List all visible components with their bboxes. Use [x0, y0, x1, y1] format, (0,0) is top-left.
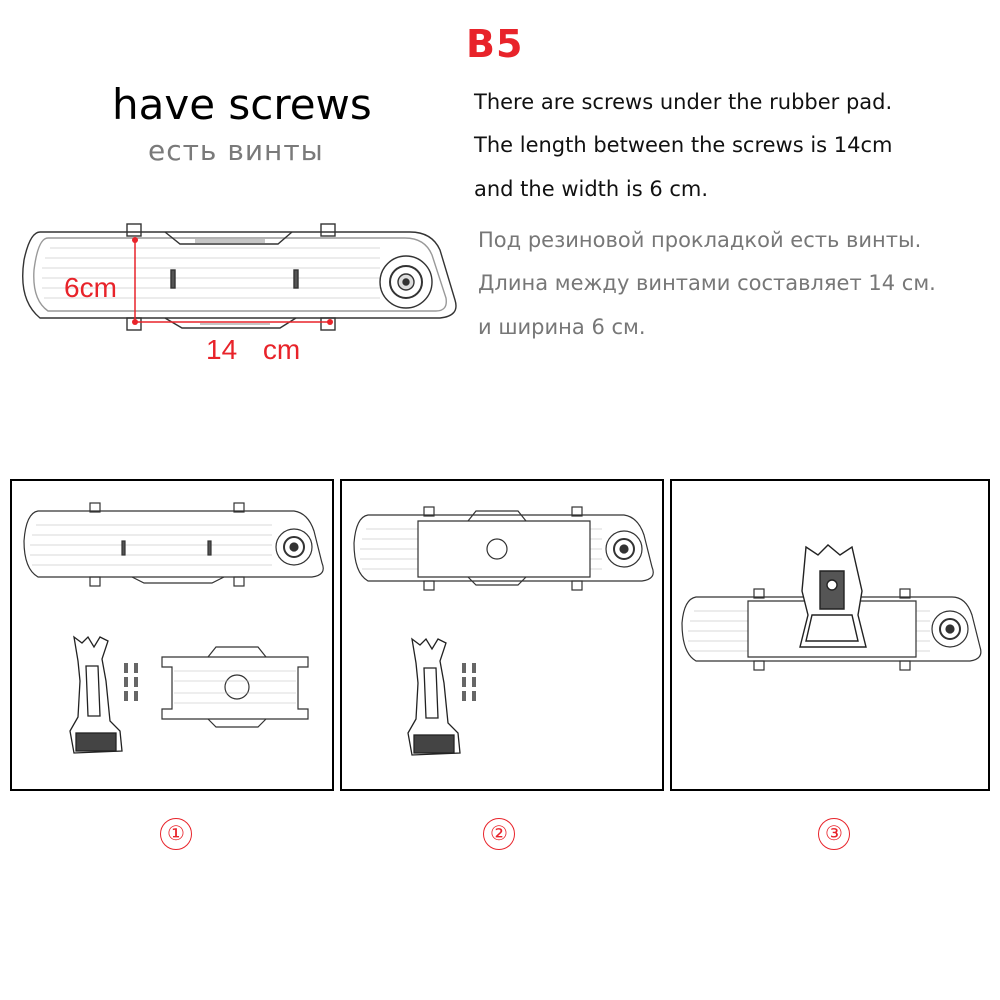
mount-bracket-icon — [800, 545, 866, 647]
section-title: have screws — [112, 80, 372, 129]
step-panel-3 — [670, 479, 990, 791]
dimension-height-label: 6cm — [64, 272, 117, 303]
step-panel-2 — [340, 479, 664, 791]
mount-bracket-icon — [70, 637, 122, 753]
mount-bracket-icon — [408, 639, 460, 755]
description-en-line-1: There are screws under the rubber pad. — [474, 90, 893, 114]
step-number-3: ③ — [818, 818, 850, 850]
screws-icon — [462, 663, 476, 701]
step-panel-1 — [10, 479, 334, 791]
screws-icon — [124, 663, 138, 701]
description-en-line-3: and the width is 6 cm. — [474, 177, 709, 201]
description-en-line-2: The length between the screws is 14cm — [474, 133, 893, 157]
step-number-1: ① — [160, 818, 192, 850]
mirror-device-icon — [12, 481, 336, 793]
mount-plate-icon — [162, 647, 308, 727]
description-ru-line-2: Длина между винтами составляет 14 см. — [478, 271, 936, 295]
dimension-length-label: 14 cm — [206, 334, 301, 365]
description-ru-line-1: Под резиновой прокладкой есть винты. — [478, 228, 922, 252]
model-code: B5 — [466, 22, 524, 66]
section-title-ru: есть винты — [148, 134, 324, 167]
mirror-device-icon — [672, 481, 992, 793]
description-ru-line-3: и ширина 6 см. — [478, 315, 646, 339]
mirror-device-icon — [342, 481, 666, 793]
step-number-2: ② — [483, 818, 515, 850]
